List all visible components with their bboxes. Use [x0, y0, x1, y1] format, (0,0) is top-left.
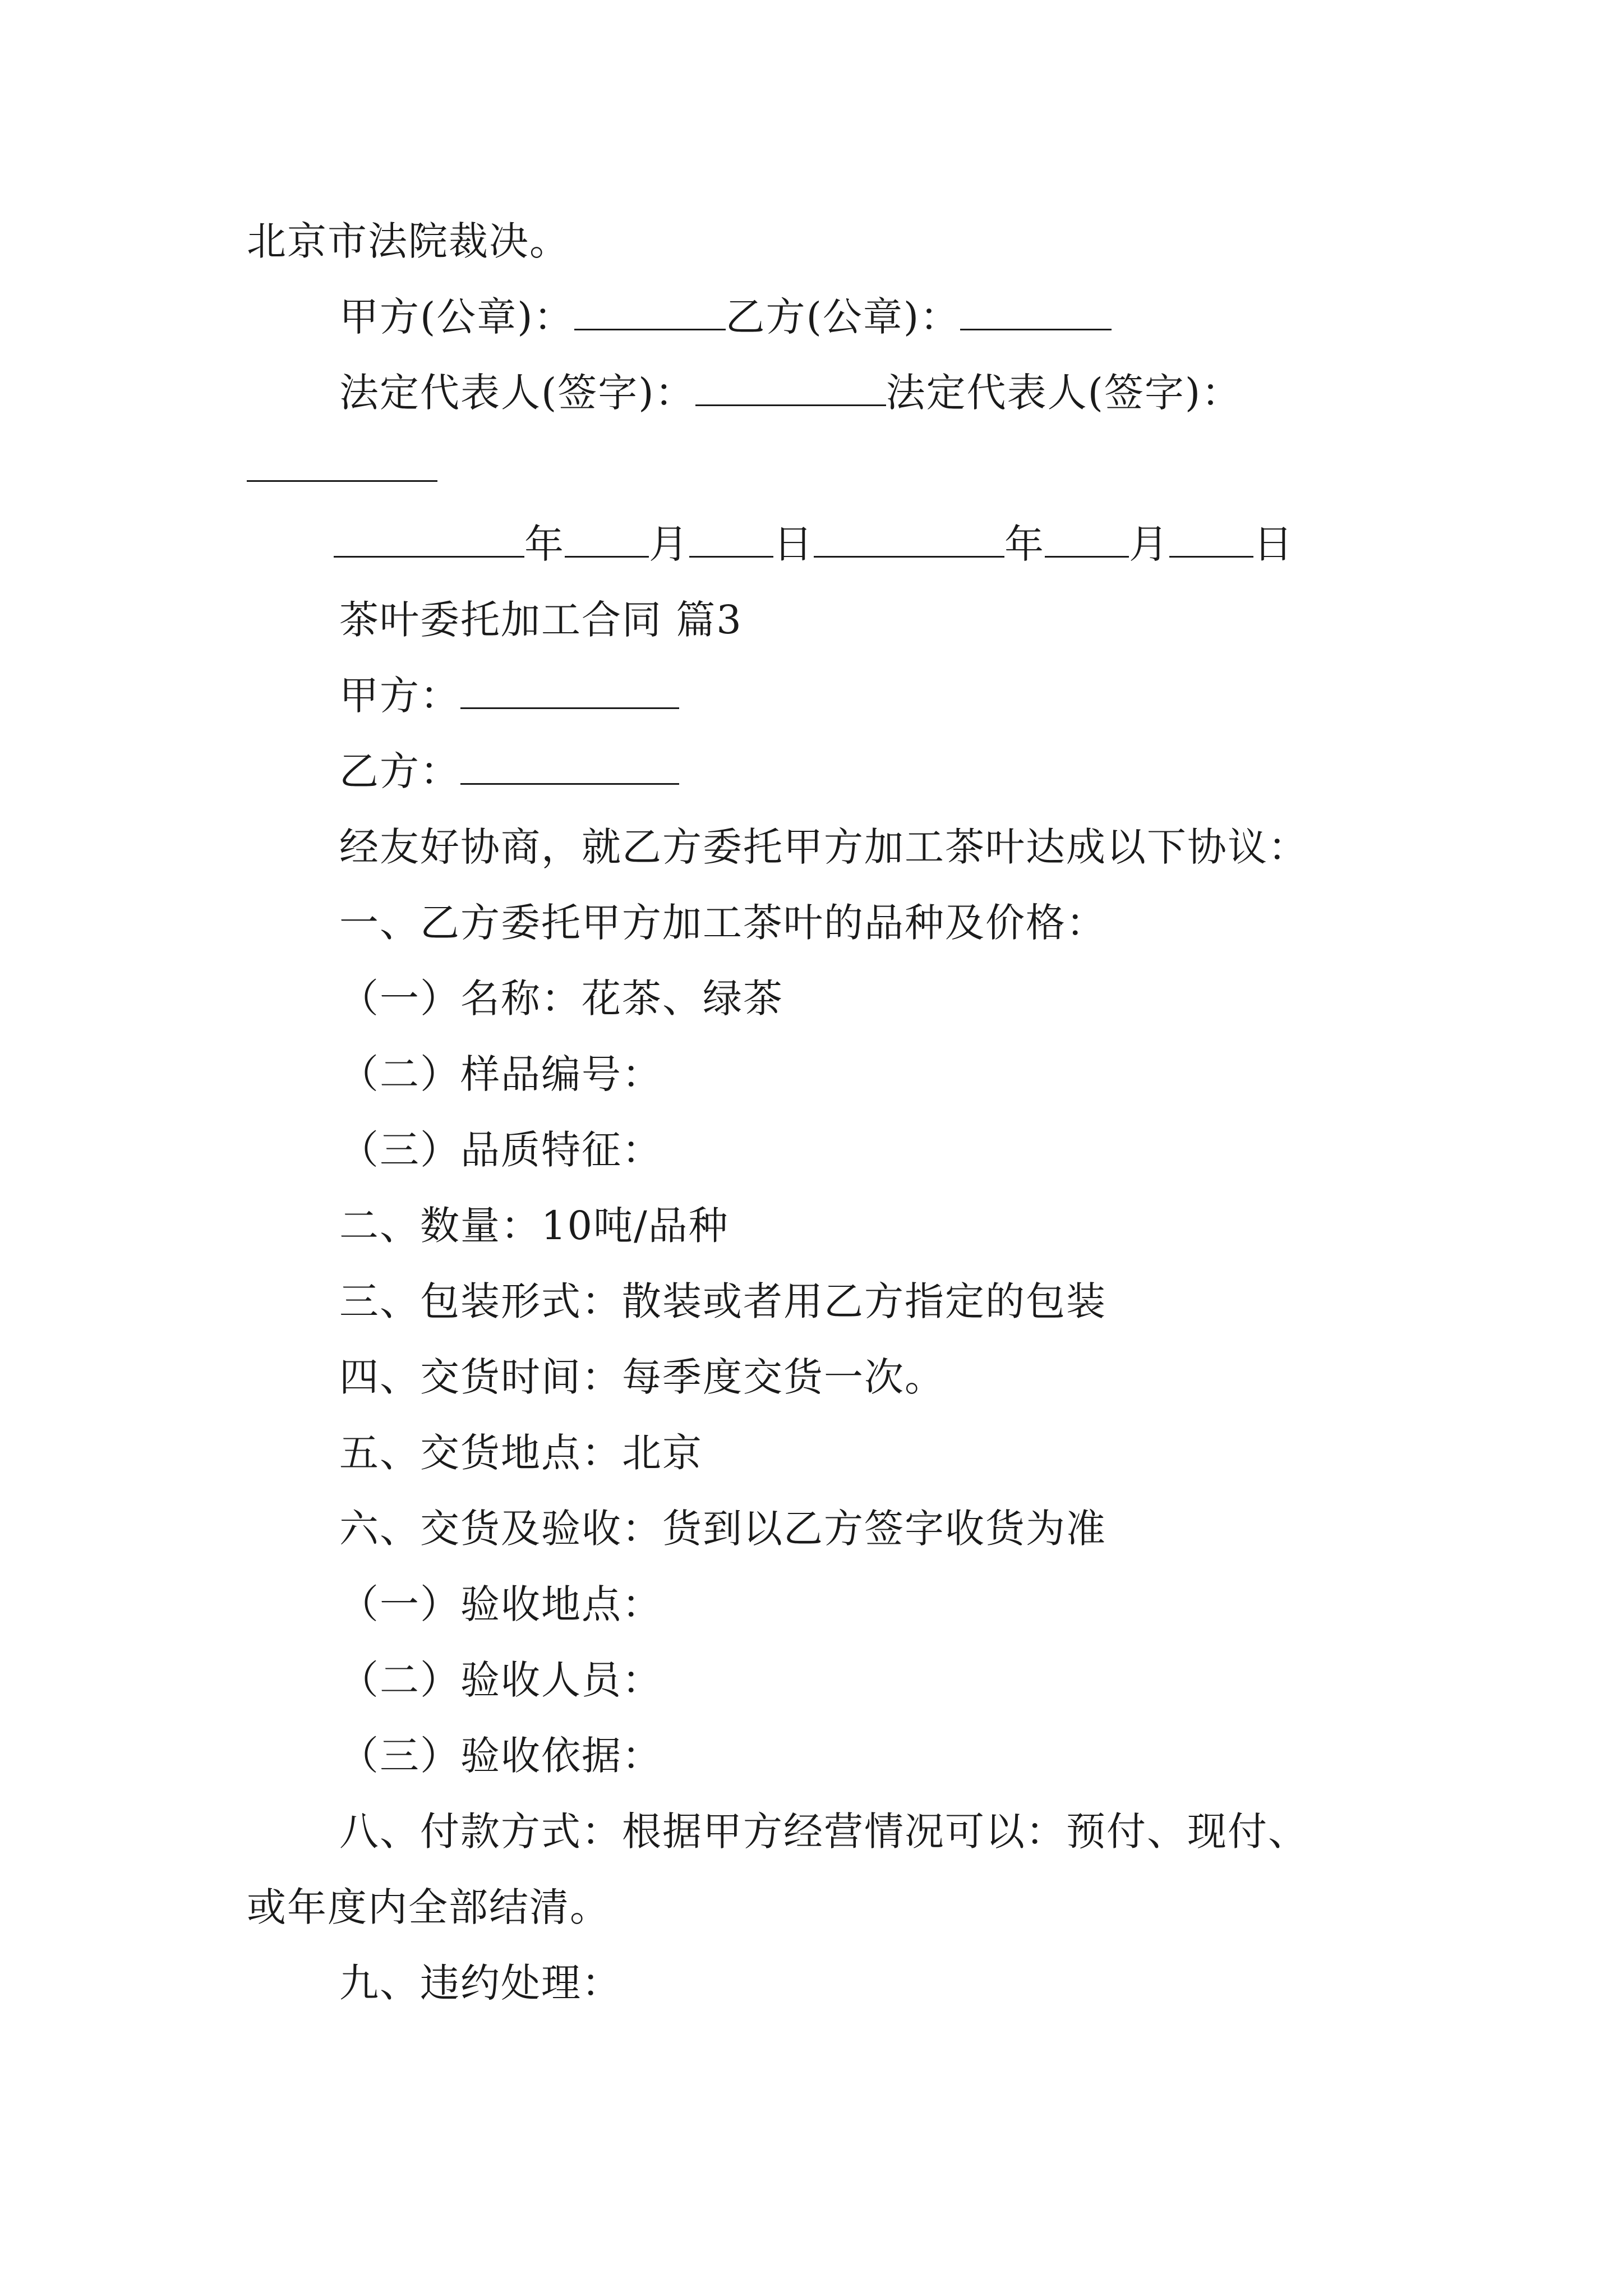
date-a-year-blank — [334, 521, 524, 558]
clause-1-text: 一、乙方委托甲方加工茶叶的品种及价格： — [339, 900, 1106, 946]
clause-1-3 — [339, 1125, 662, 1175]
clause-6-2-text: （二）验收人员： — [339, 1657, 662, 1703]
clause-6-3-text: （三）验收依据： — [339, 1733, 662, 1779]
clause-2 — [339, 1200, 729, 1251]
date-a-month-label: 月 — [649, 521, 689, 567]
party-a-line — [339, 670, 679, 721]
clause-6-text: 六、交货及验收：货到以乙方签字收货为准 — [339, 1506, 1106, 1552]
legal-rep-b-blank — [247, 445, 437, 482]
legal-rep-label-b: 法定代表人(签字)： — [886, 370, 1242, 416]
date-line — [334, 519, 1294, 569]
intro-paragraph — [339, 822, 1308, 872]
party-b-seal-label: 乙方(公章)： — [725, 294, 961, 340]
party-b-label: 乙方： — [339, 748, 460, 794]
clause-3 — [339, 1276, 1106, 1327]
party-a-blank — [460, 673, 679, 709]
clause-8-continued — [247, 1882, 610, 1932]
section-title — [339, 595, 743, 645]
party-b-line — [339, 746, 679, 797]
clause-1-1-text: （一）名称：花茶、绿茶 — [339, 976, 783, 1022]
date-b-day-label: 日 — [1253, 521, 1294, 567]
clause-1 — [339, 898, 1106, 948]
clause-6-1 — [339, 1579, 662, 1630]
party-a-seal-label: 甲方(公章)： — [339, 294, 574, 340]
date-a-month-blank — [565, 521, 649, 558]
party-b-blank — [460, 748, 679, 785]
date-b-year-blank — [814, 521, 1004, 558]
clause-1-3-text: （三）品质特征： — [339, 1127, 662, 1173]
section-title-text: 茶叶委托加工合同 篇3 — [339, 597, 743, 643]
clause-4 — [339, 1352, 945, 1402]
clause-4-text: 四、交货时间：每季度交货一次。 — [339, 1354, 945, 1400]
date-b-year-label: 年 — [1004, 521, 1045, 567]
date-b-month-label: 月 — [1129, 521, 1169, 567]
legal-rep-line — [339, 367, 1242, 418]
court-ruling-text: 北京市法院裁决。 — [247, 218, 570, 264]
clause-1-1 — [339, 973, 783, 1024]
clause-5-text: 五、交货地点：北京 — [339, 1430, 703, 1476]
legal-rep-label-a: 法定代表人(签字)： — [339, 370, 695, 416]
clause-6 — [339, 1503, 1106, 1554]
legal-rep-a-blank — [695, 370, 886, 406]
party-a-seal-blank — [574, 294, 726, 330]
date-a-day-blank — [689, 521, 773, 558]
party-a-label: 甲方： — [339, 673, 460, 719]
paragraph-court-ruling — [247, 216, 570, 266]
date-a-day-label: 日 — [773, 521, 814, 567]
clause-6-2 — [339, 1655, 662, 1705]
clause-9-text: 九、违约处理： — [339, 1960, 622, 2006]
date-b-month-blank — [1045, 521, 1129, 558]
clause-8-line2-text: 或年度内全部结清。 — [247, 1884, 610, 1930]
clause-1-2 — [339, 1049, 662, 1099]
clause-8-line1-text: 八、付款方式：根据甲方经营情况可以：预付、现付、 — [339, 1809, 1308, 1855]
clause-3-text: 三、包装形式：散装或者用乙方指定的包装 — [339, 1278, 1106, 1324]
clause-2-text: 二、数量：10吨/品种 — [339, 1203, 729, 1249]
clause-9 — [339, 1958, 622, 2008]
clause-1-2-text: （二）样品编号： — [339, 1051, 662, 1097]
clause-6-3 — [339, 1731, 662, 1781]
seal-line — [339, 292, 1112, 342]
party-b-seal-blank — [960, 294, 1112, 330]
date-b-day-blank — [1169, 521, 1253, 558]
date-a-year-label: 年 — [524, 521, 565, 567]
clause-5 — [339, 1428, 703, 1478]
clause-6-1-text: （一）验收地点： — [339, 1581, 662, 1627]
legal-rep-b-line — [247, 443, 437, 494]
clause-8 — [339, 1806, 1308, 1857]
intro-text: 经友好协商，就乙方委托甲方加工茶叶达成以下协议： — [339, 824, 1308, 870]
